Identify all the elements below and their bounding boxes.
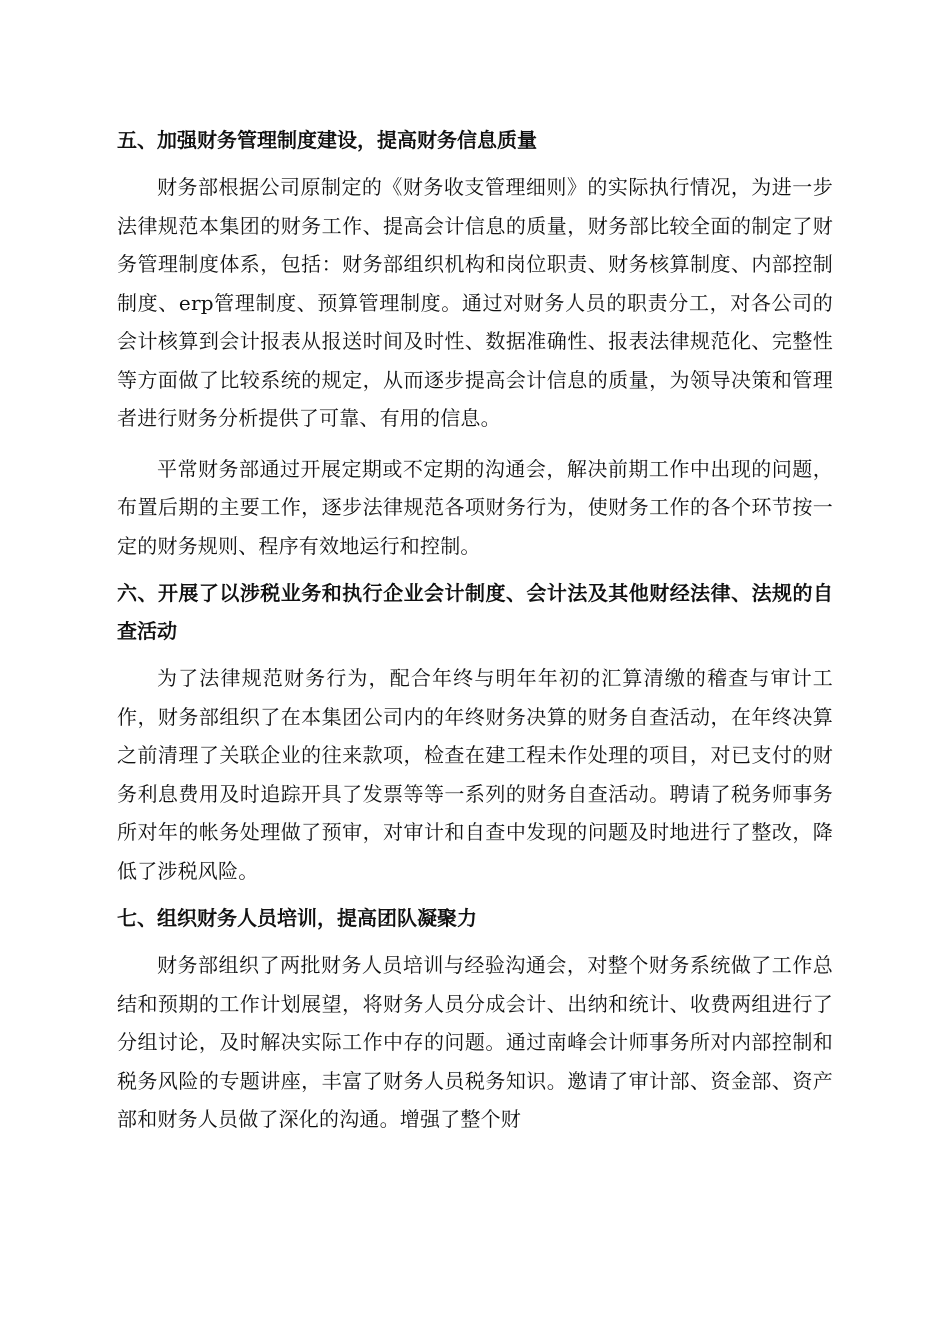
section-6-heading: 六、开展了以涉税业务和执行企业会计制度、会计法及其他财经法律、法规的自查活动 (117, 581, 833, 643)
section-6-paragraph-1: 为了法律规范财务行为，配合年终与明年年初的汇算清缴的稽查与审计工作，财务部组织了在本集团公司内的年终财务决算的财务自查活动，在年终决算之前清理了关联企业的往来款项，检查在建工程未作处理的项目，对已支付的财务利息费用及时追踪开具了发票等等一系列的财务自查活动。聘请了税务师事务所对年的帐务处理做了预审，对审计和自查中发现的问题及时地进行了整改，降低了涉税风险。 (117, 666, 833, 883)
section-5-paragraph-2: 平常财务部通过开展定期或不定期的沟通会，解决前期工作中出现的问题，布置后期的主要工作，逐步法律规范各项财务行为，使财务工作的各个环节按一定的财务规则、程序有效地运行和控制。 (117, 456, 833, 558)
section-7-heading: 七、组织财务人员培训，提高团队凝聚力 (117, 906, 477, 930)
section-7-paragraph-1: 财务部组织了两批财务人员培训与经验沟通会，对整个财务系统做了工作总结和预期的工作计划展望，将财务人员分成会计、出纳和统计、收费两组进行了分组讨论，及时解决实际工作中存的问题。通过南峰会计师事务所对内部控制和税务风险的专题讲座，丰富了财务人员税务知识。邀请了审计部、资金部、资产部和财务人员做了深化的沟通。增强了整个财 (117, 953, 833, 1131)
document-page (117, 112, 833, 1139)
section-5-heading: 五、加强财务管理制度建设，提高财务信息质量 (117, 128, 537, 152)
section-5-paragraph-1: 财务部根据公司原制定的《财务收支管理细则》的实际执行情况，为进一步法律规范本集团的财务工作、提高会计信息的质量，财务部比较全面的制定了财务管理制度体系，包括：财务部组织机构和岗位职责、财务核算制度、内部控制制度、erp管理制度、预算管理制度。通过对财务人员的职责分工，对各公司的会计核算到会计报表从报送时间及时性、数据准确性、报表法律规范化、完整性等方面做了比较系统的规定，从而逐步提高会计信息的质量，为领导决策和管理者进行财务分析提供了可靠、有用的信息。 (117, 175, 833, 430)
